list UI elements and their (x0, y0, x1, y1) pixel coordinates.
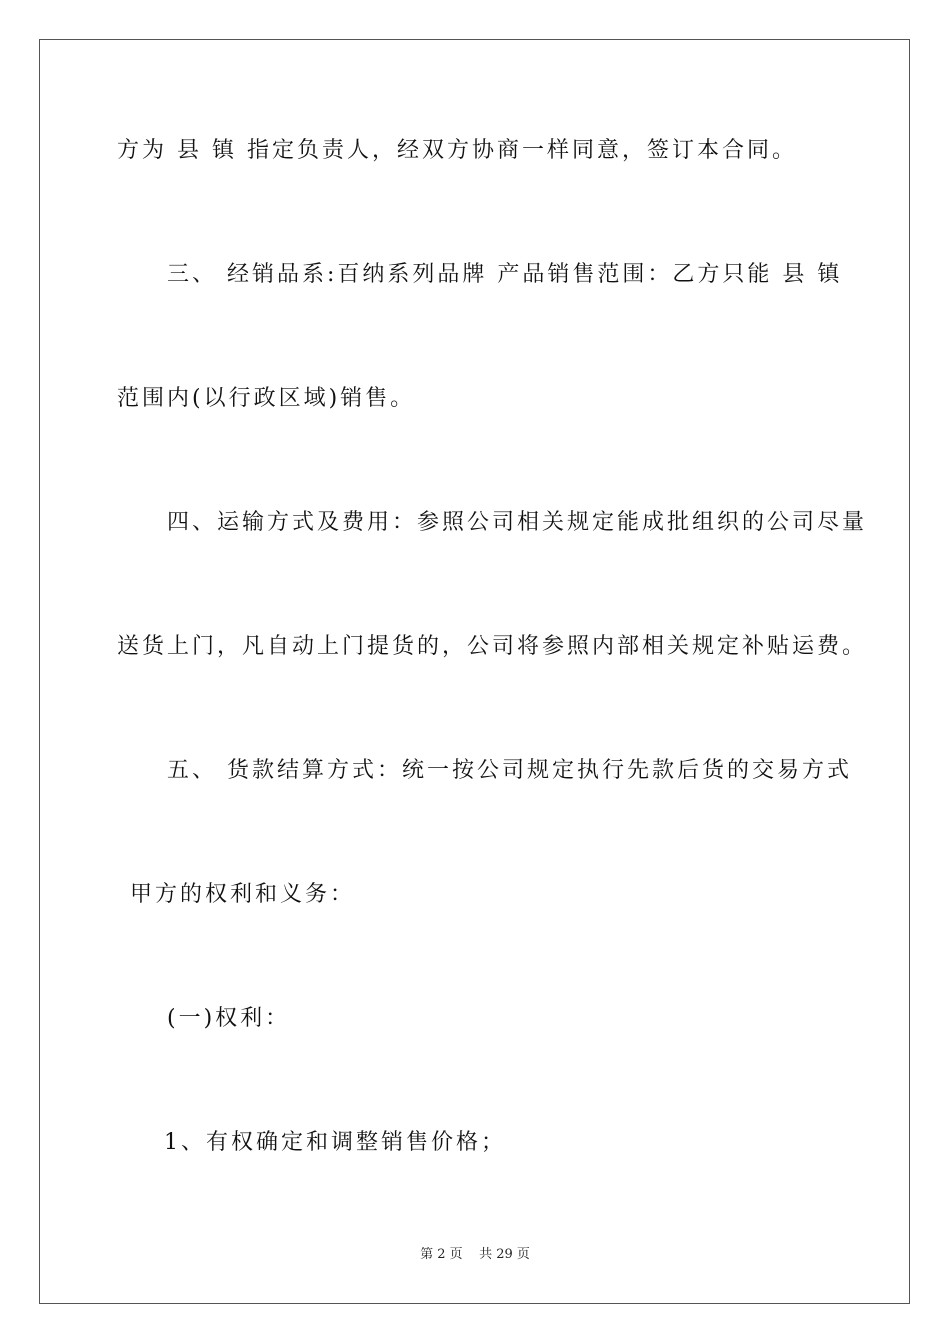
page-number-footer: 第 2 页 共 29 页 (420, 1247, 530, 1262)
text-line: 三、 经销品系:百纳系列品牌 产品销售范围：乙方只能 县 镇 (167, 262, 843, 287)
text-line: 四、运输方式及费用：参照公司相关规定能成批组织的公司尽量 (167, 510, 868, 535)
text-line: 方为 县 镇 指定负责人，经双方协商一样同意，签订本合同。 (117, 138, 797, 163)
page-border (39, 39, 910, 1304)
list-item: 1、有权确定和调整销售价格； (164, 1130, 506, 1155)
section-heading: 甲方的权利和义务： (130, 882, 356, 907)
text-line: 范围内(以行政区域)销售。 (117, 386, 416, 411)
text-line: 五、 货款结算方式：统一按公司规定执行先款后货的交易方式 (167, 758, 852, 783)
text-line: 送货上门，凡自动上门提货的，公司将参照内部相关规定补贴运费。 (117, 634, 868, 659)
subsection-heading: (一)权利： (167, 1006, 291, 1031)
